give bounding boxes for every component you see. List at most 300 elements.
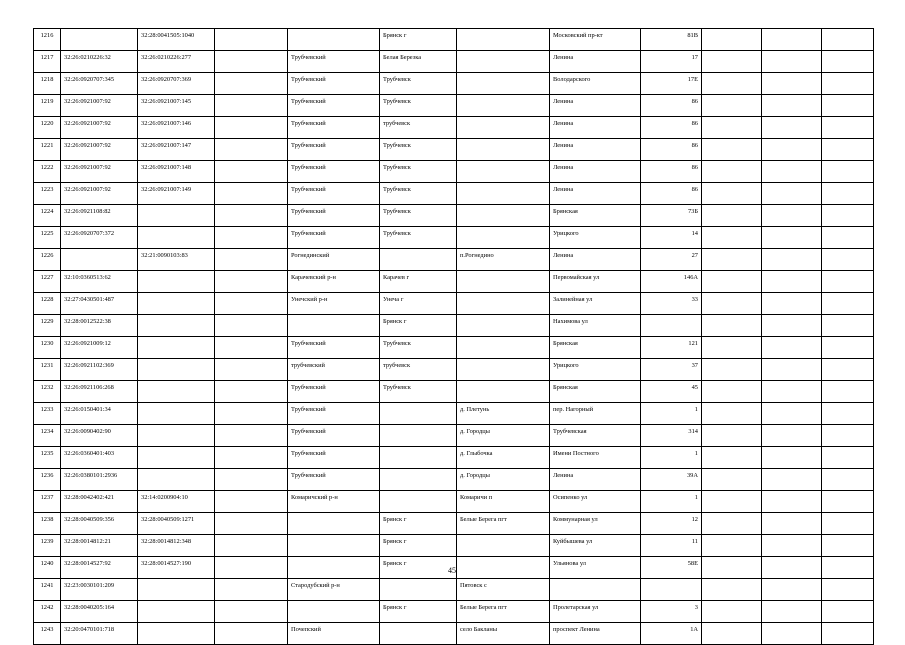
cadastral-number-2-cell	[138, 469, 215, 491]
empty-cell	[822, 227, 874, 249]
extra-column-cell	[215, 183, 288, 205]
street-cell: Ленина	[550, 183, 641, 205]
house-number-cell: 37	[641, 359, 702, 381]
empty-cell	[822, 293, 874, 315]
table-row	[34, 271, 874, 293]
table-row	[34, 29, 874, 51]
street-cell: Брянская	[550, 381, 641, 403]
cadastral-number-cell: 32:20:0470101:718	[61, 623, 138, 645]
empty-cell	[822, 579, 874, 601]
district-cell: Трубчевский	[288, 337, 380, 359]
cadastral-number-cell: 32:28:0014812:21	[61, 535, 138, 557]
city-cell	[380, 469, 457, 491]
city-cell: Брянск г	[380, 315, 457, 337]
row-number-cell: 1230	[34, 337, 61, 359]
cadastral-number-2-cell	[138, 425, 215, 447]
house-number-cell: 73Б	[641, 205, 702, 227]
house-number-cell	[641, 315, 702, 337]
house-number-cell: 12	[641, 513, 702, 535]
street-cell: Имени Постного	[550, 447, 641, 469]
street-cell: Ленина	[550, 51, 641, 73]
settlement-cell: Пятовск с	[457, 579, 550, 601]
settlement-cell	[457, 337, 550, 359]
empty-cell	[822, 117, 874, 139]
table-row	[34, 95, 874, 117]
empty-cell	[762, 205, 822, 227]
cadastral-number-cell: 32:26:0921108:82	[61, 205, 138, 227]
row-number-cell: 1225	[34, 227, 61, 249]
cadastral-number-cell: 32:26:0150401:34	[61, 403, 138, 425]
table-row	[34, 139, 874, 161]
cadastral-number-2-cell: 32:28:0040509:1271	[138, 513, 215, 535]
extra-column-cell	[215, 381, 288, 403]
settlement-cell	[457, 29, 550, 51]
table-row	[34, 51, 874, 73]
table-row	[34, 73, 874, 95]
cadastral-number-cell: 32:26:0921009:12	[61, 337, 138, 359]
empty-cell	[762, 249, 822, 271]
settlement-cell: д. Городцы	[457, 425, 550, 447]
extra-column-cell	[215, 601, 288, 623]
cadastral-number-2-cell	[138, 623, 215, 645]
house-number-cell: 86	[641, 117, 702, 139]
house-number-cell: 81В	[641, 29, 702, 51]
settlement-cell	[457, 315, 550, 337]
cadastral-number-2-cell: 32:21:0090103:83	[138, 249, 215, 271]
city-cell: Брянск г	[380, 513, 457, 535]
city-cell: Трубчевск	[380, 161, 457, 183]
street-cell: Ленина	[550, 95, 641, 117]
empty-cell	[822, 535, 874, 557]
house-number-cell: 1	[641, 447, 702, 469]
district-cell: Трубчевский	[288, 403, 380, 425]
cadastral-number-2-cell	[138, 381, 215, 403]
city-cell: Карачев г	[380, 271, 457, 293]
table-row	[34, 381, 874, 403]
street-cell: Урицкого	[550, 227, 641, 249]
city-cell: Брянск г	[380, 601, 457, 623]
empty-cell	[762, 271, 822, 293]
row-number-cell: 1221	[34, 139, 61, 161]
empty-cell	[762, 623, 822, 645]
city-cell: трубчевск	[380, 359, 457, 381]
cadastral-number-2-cell: 32:26:0921007:147	[138, 139, 215, 161]
cadastral-number-2-cell	[138, 227, 215, 249]
property-register-table	[33, 28, 874, 645]
row-number-cell: 1238	[34, 513, 61, 535]
extra-column-cell	[215, 205, 288, 227]
extra-column-cell	[215, 139, 288, 161]
empty-cell	[822, 513, 874, 535]
district-cell	[288, 513, 380, 535]
row-number-cell: 1227	[34, 271, 61, 293]
empty-cell	[822, 73, 874, 95]
extra-column-cell	[215, 337, 288, 359]
house-number-cell: 14	[641, 227, 702, 249]
cadastral-number-2-cell	[138, 337, 215, 359]
cadastral-number-cell: 32:28:0014527:92	[61, 557, 138, 579]
empty-cell	[702, 491, 762, 513]
city-cell	[380, 623, 457, 645]
settlement-cell	[457, 381, 550, 403]
empty-cell	[702, 337, 762, 359]
house-number-cell: 58Е	[641, 557, 702, 579]
house-number-cell: 121	[641, 337, 702, 359]
city-cell: Трубчевск	[380, 183, 457, 205]
extra-column-cell	[215, 161, 288, 183]
empty-cell	[762, 425, 822, 447]
city-cell	[380, 403, 457, 425]
settlement-cell	[457, 117, 550, 139]
settlement-cell: д. Городцы	[457, 469, 550, 491]
street-cell: Осипенко ул	[550, 491, 641, 513]
extra-column-cell	[215, 73, 288, 95]
house-number-cell: 45	[641, 381, 702, 403]
empty-cell	[762, 117, 822, 139]
cadastral-number-cell: 32:26:0921007:92	[61, 95, 138, 117]
row-number-cell: 1231	[34, 359, 61, 381]
street-cell: Залинейная ул	[550, 293, 641, 315]
empty-cell	[822, 403, 874, 425]
city-cell: Брянск г	[380, 535, 457, 557]
table-row	[34, 469, 874, 491]
row-number-cell: 1236	[34, 469, 61, 491]
row-number-cell: 1242	[34, 601, 61, 623]
cadastral-number-cell: 32:27:0430501:487	[61, 293, 138, 315]
extra-column-cell	[215, 29, 288, 51]
city-cell: Трубчевск	[380, 95, 457, 117]
row-number-cell: 1224	[34, 205, 61, 227]
cadastral-number-cell: 32:26:0921007:92	[61, 183, 138, 205]
house-number-cell	[641, 579, 702, 601]
row-number-cell: 1228	[34, 293, 61, 315]
empty-cell	[702, 381, 762, 403]
district-cell: Трубчевский	[288, 425, 380, 447]
street-cell: пер. Нагорный	[550, 403, 641, 425]
settlement-cell	[457, 271, 550, 293]
empty-cell	[762, 227, 822, 249]
street-cell: Куйбышева ул	[550, 535, 641, 557]
table-row	[34, 447, 874, 469]
district-cell: Трубчевский	[288, 205, 380, 227]
empty-cell	[702, 601, 762, 623]
extra-column-cell	[215, 579, 288, 601]
empty-cell	[822, 183, 874, 205]
cadastral-number-cell: 32:26:0921007:92	[61, 139, 138, 161]
house-number-cell: 3	[641, 601, 702, 623]
empty-cell	[762, 95, 822, 117]
cadastral-number-cell	[61, 29, 138, 51]
cadastral-number-2-cell	[138, 579, 215, 601]
settlement-cell: Белые Берега пгт	[457, 513, 550, 535]
settlement-cell	[457, 95, 550, 117]
street-cell: Ленина	[550, 249, 641, 271]
district-cell: Почепский	[288, 623, 380, 645]
empty-cell	[762, 579, 822, 601]
table-row	[34, 403, 874, 425]
cadastral-number-2-cell: 32:28:0014812:348	[138, 535, 215, 557]
empty-cell	[702, 183, 762, 205]
empty-cell	[762, 139, 822, 161]
empty-cell	[762, 51, 822, 73]
extra-column-cell	[215, 513, 288, 535]
empty-cell	[822, 51, 874, 73]
extra-column-cell	[215, 359, 288, 381]
city-cell: Белая Березка	[380, 51, 457, 73]
empty-cell	[822, 557, 874, 579]
street-cell: Нахимова ул	[550, 315, 641, 337]
district-cell: Трубчевский	[288, 469, 380, 491]
street-cell: Урицкого	[550, 359, 641, 381]
city-cell: Трубчевск	[380, 337, 457, 359]
district-cell: Трубчевский	[288, 447, 380, 469]
settlement-cell	[457, 359, 550, 381]
empty-cell	[702, 293, 762, 315]
city-cell: Трубчевск	[380, 73, 457, 95]
empty-cell	[702, 447, 762, 469]
cadastral-number-cell: 32:26:0090402:90	[61, 425, 138, 447]
city-cell	[380, 447, 457, 469]
settlement-cell: Белые Берега пгт	[457, 601, 550, 623]
house-number-cell: 1А	[641, 623, 702, 645]
city-cell: Брянск г	[380, 557, 457, 579]
row-number-cell: 1232	[34, 381, 61, 403]
cadastral-number-cell: 32:26:0380101:2936	[61, 469, 138, 491]
empty-cell	[702, 315, 762, 337]
empty-cell	[702, 535, 762, 557]
page-number: 45	[448, 566, 456, 575]
cadastral-number-2-cell	[138, 403, 215, 425]
street-cell: Ульянова ул	[550, 557, 641, 579]
house-number-cell: 11	[641, 535, 702, 557]
house-number-cell: 1	[641, 403, 702, 425]
district-cell: Трубчевский	[288, 381, 380, 403]
cadastral-number-cell: 32:26:0920707:345	[61, 73, 138, 95]
empty-cell	[702, 139, 762, 161]
house-number-cell: 17	[641, 51, 702, 73]
district-cell: Рогнединский	[288, 249, 380, 271]
empty-cell	[702, 425, 762, 447]
cadastral-number-2-cell	[138, 271, 215, 293]
table-row	[34, 337, 874, 359]
cadastral-number-2-cell: 32:26:0921007:148	[138, 161, 215, 183]
table-row	[34, 183, 874, 205]
district-cell: Комаричский р-н	[288, 491, 380, 513]
district-cell: Трубчевский	[288, 183, 380, 205]
table-row	[34, 359, 874, 381]
district-cell: трубчевский	[288, 359, 380, 381]
extra-column-cell	[215, 117, 288, 139]
house-number-cell: 86	[641, 95, 702, 117]
cadastral-number-cell: 32:26:0210226:32	[61, 51, 138, 73]
empty-cell	[762, 601, 822, 623]
cadastral-number-cell: 32:23:0030101:209	[61, 579, 138, 601]
cadastral-number-2-cell: 32:26:0920707:369	[138, 73, 215, 95]
empty-cell	[702, 271, 762, 293]
street-cell: Ленина	[550, 161, 641, 183]
empty-cell	[822, 491, 874, 513]
settlement-cell	[457, 293, 550, 315]
table-row	[34, 227, 874, 249]
table-row	[34, 491, 874, 513]
cadastral-number-cell	[61, 249, 138, 271]
street-cell: Трубчевская	[550, 425, 641, 447]
cadastral-number-2-cell	[138, 293, 215, 315]
empty-cell	[822, 425, 874, 447]
extra-column-cell	[215, 51, 288, 73]
table-row	[34, 601, 874, 623]
house-number-cell: 27	[641, 249, 702, 271]
empty-cell	[702, 227, 762, 249]
empty-cell	[702, 469, 762, 491]
district-cell: Трубчевский	[288, 51, 380, 73]
district-cell: Унечский р-н	[288, 293, 380, 315]
empty-cell	[762, 29, 822, 51]
street-cell: Брянская	[550, 337, 641, 359]
cadastral-number-cell: 32:28:0040509:356	[61, 513, 138, 535]
empty-cell	[762, 315, 822, 337]
settlement-cell	[457, 51, 550, 73]
row-number-cell: 1235	[34, 447, 61, 469]
cadastral-number-2-cell	[138, 359, 215, 381]
empty-cell	[822, 601, 874, 623]
table-row	[34, 117, 874, 139]
city-cell	[380, 249, 457, 271]
table-row	[34, 513, 874, 535]
row-number-cell: 1234	[34, 425, 61, 447]
empty-cell	[702, 73, 762, 95]
settlement-cell	[457, 205, 550, 227]
city-cell: Трубчевск	[380, 205, 457, 227]
house-number-cell: 314	[641, 425, 702, 447]
empty-cell	[762, 381, 822, 403]
cadastral-number-2-cell	[138, 205, 215, 227]
extra-column-cell	[215, 95, 288, 117]
district-cell	[288, 315, 380, 337]
cadastral-number-cell: 32:10:0360513:62	[61, 271, 138, 293]
district-cell: Трубчевский	[288, 95, 380, 117]
cadastral-number-2-cell: 32:26:0921007:146	[138, 117, 215, 139]
empty-cell	[822, 469, 874, 491]
empty-cell	[822, 161, 874, 183]
empty-cell	[762, 447, 822, 469]
extra-column-cell	[215, 557, 288, 579]
street-cell: Первомайская ул	[550, 271, 641, 293]
empty-cell	[822, 249, 874, 271]
settlement-cell: д. Глыбочка	[457, 447, 550, 469]
table-row	[34, 535, 874, 557]
street-cell: Московский пр-кт	[550, 29, 641, 51]
street-cell: Коммунарная ул	[550, 513, 641, 535]
extra-column-cell	[215, 271, 288, 293]
empty-cell	[702, 359, 762, 381]
row-number-cell: 1219	[34, 95, 61, 117]
table-body	[34, 29, 874, 645]
row-number-cell: 1241	[34, 579, 61, 601]
house-number-cell: 33	[641, 293, 702, 315]
empty-cell	[822, 95, 874, 117]
row-number-cell: 1229	[34, 315, 61, 337]
settlement-cell: село Бакланы	[457, 623, 550, 645]
extra-column-cell	[215, 623, 288, 645]
table-row	[34, 623, 874, 645]
empty-cell	[762, 359, 822, 381]
house-number-cell: 146А	[641, 271, 702, 293]
cadastral-number-cell: 32:28:0040205:164	[61, 601, 138, 623]
cadastral-number-2-cell: 32:26:0921007:145	[138, 95, 215, 117]
empty-cell	[822, 359, 874, 381]
street-cell: Брянская	[550, 205, 641, 227]
empty-cell	[762, 513, 822, 535]
street-cell	[550, 579, 641, 601]
district-cell: Трубчевский	[288, 161, 380, 183]
district-cell: Трубчевский	[288, 117, 380, 139]
row-number-cell: 1226	[34, 249, 61, 271]
extra-column-cell	[215, 491, 288, 513]
city-cell	[380, 425, 457, 447]
settlement-cell: д. Плетунь	[457, 403, 550, 425]
empty-cell	[822, 205, 874, 227]
settlement-cell	[457, 183, 550, 205]
street-cell: проспект Ленина	[550, 623, 641, 645]
district-cell	[288, 535, 380, 557]
cadastral-number-cell: 32:26:0920707:372	[61, 227, 138, 249]
settlement-cell	[457, 227, 550, 249]
cadastral-number-2-cell	[138, 601, 215, 623]
row-number-cell: 1216	[34, 29, 61, 51]
table-row	[34, 249, 874, 271]
empty-cell	[822, 271, 874, 293]
empty-cell	[822, 337, 874, 359]
district-cell: Трубчевский	[288, 227, 380, 249]
row-number-cell: 1218	[34, 73, 61, 95]
table-row	[34, 579, 874, 601]
city-cell: Трубчевск	[380, 227, 457, 249]
empty-cell	[702, 623, 762, 645]
city-cell	[380, 491, 457, 513]
district-cell: Трубчевский	[288, 139, 380, 161]
settlement-cell	[457, 139, 550, 161]
table-row	[34, 315, 874, 337]
house-number-cell: 1	[641, 491, 702, 513]
house-number-cell: 86	[641, 139, 702, 161]
row-number-cell: 1239	[34, 535, 61, 557]
empty-cell	[762, 183, 822, 205]
cadastral-number-2-cell: 32:26:0921007:149	[138, 183, 215, 205]
row-number-cell: 1217	[34, 51, 61, 73]
empty-cell	[822, 29, 874, 51]
extra-column-cell	[215, 293, 288, 315]
house-number-cell: 17Е	[641, 73, 702, 95]
row-number-cell: 1243	[34, 623, 61, 645]
street-cell: Ленина	[550, 469, 641, 491]
empty-cell	[762, 73, 822, 95]
empty-cell	[762, 469, 822, 491]
cadastral-number-2-cell	[138, 447, 215, 469]
house-number-cell: 86	[641, 183, 702, 205]
empty-cell	[702, 579, 762, 601]
district-cell: Трубчевский	[288, 73, 380, 95]
district-cell	[288, 29, 380, 51]
empty-cell	[762, 535, 822, 557]
empty-cell	[702, 557, 762, 579]
street-cell: Володарского	[550, 73, 641, 95]
settlement-cell	[457, 535, 550, 557]
empty-cell	[762, 293, 822, 315]
empty-cell	[762, 161, 822, 183]
cadastral-number-cell: 32:26:0360401:403	[61, 447, 138, 469]
cadastral-number-cell: 32:26:0921007:92	[61, 161, 138, 183]
